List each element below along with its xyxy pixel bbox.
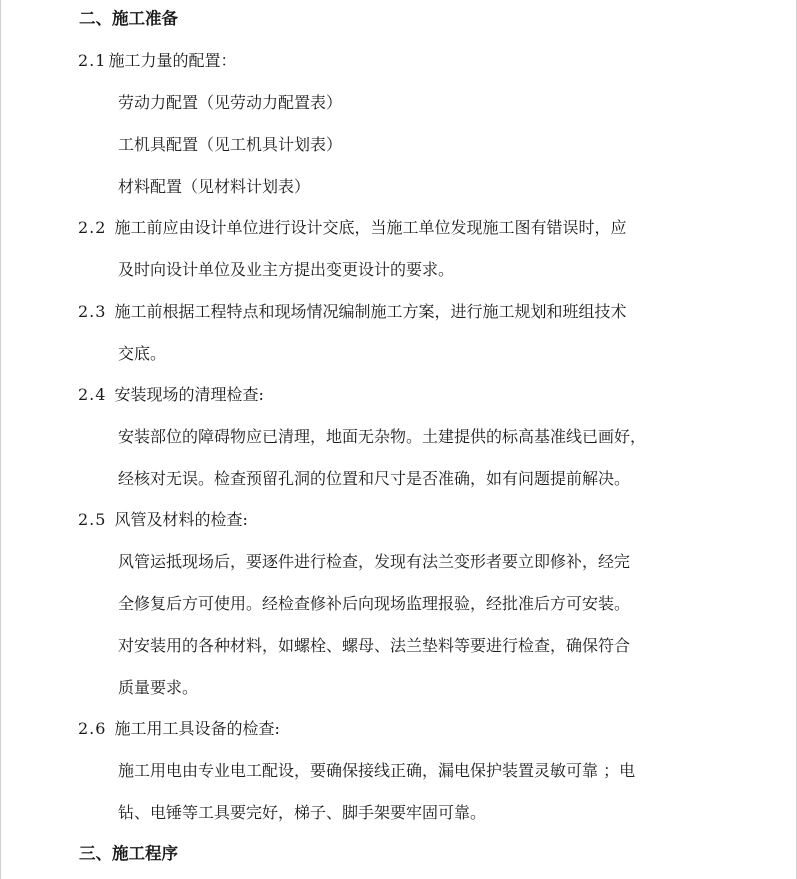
subsection-2-1-heading: [78, 50, 236, 72]
subsection-number: 2.1: [78, 51, 107, 70]
section-heading-3: 三、施工程序: [79, 844, 178, 863]
paragraph-line: 对安装用的各种材料，如螺栓、螺母、法兰垫料等要进行检查，确保符合: [118, 636, 631, 655]
subsection-2-3-paragraph: [78, 301, 626, 323]
paragraph-line: 及时向设计单位及业主方提出变更设计的要求。: [118, 260, 455, 279]
paragraph-line: 材料配置（见材料计划表）: [118, 177, 311, 196]
paragraph-text: 施工前根据工程特点和现场情况编制施工方案，进行施工规划和班组技术: [114, 302, 627, 321]
subsection-title: 施工力量的配置：: [108, 51, 237, 70]
paragraph-line: 钻、电锤等工具要完好，梯子、脚手架要牢固可靠。: [118, 803, 487, 822]
subsection-2-4-heading: [78, 384, 264, 406]
subsection-number: 2.3: [78, 302, 107, 321]
subsection-title: 施工用工具设备的检查:: [114, 719, 280, 738]
subsection-number: 2.4: [78, 385, 107, 404]
paragraph-text: 施工前应由设计单位进行设计交底，当施工单位发现施工图有错误时，应: [114, 218, 627, 237]
subsection-number: 2.6: [78, 719, 107, 738]
paragraph-line: 劳动力配置（见劳动力配置表）: [118, 93, 343, 112]
paragraph-line: 工机具配置（见工机具计划表）: [118, 135, 343, 154]
subsection-title: 安装现场的清理检查:: [114, 385, 264, 404]
subsection-2-2-paragraph: [78, 217, 626, 239]
paragraph-line: 风管运抵现场后，要逐件进行检查，发现有法兰变形者要立即修补，经完: [118, 552, 631, 571]
subsection-2-5-heading: [78, 509, 248, 531]
subsection-title: 风管及材料的检查:: [114, 510, 248, 529]
subsection-number: 2.5: [78, 510, 107, 529]
paragraph-line: 施工用电由专业电工配设，要确保接线正确，漏电保护装置灵敏可靠 ；电: [118, 761, 636, 780]
paragraph-line: 质量要求。: [118, 678, 199, 697]
paragraph-line: 安装部位的障碍物应已清理，地面无杂物。土建提供的标高基准线已画好，: [118, 427, 647, 446]
paragraph-line: 经核对无误。检查预留孔洞的位置和尺寸是否准确，如有问题提前解决。: [118, 469, 631, 488]
subsection-2-6-heading: [78, 718, 280, 740]
paragraph-line: 全修复后方可使用。经检查修补后向现场监理报验，经批准后方可安装。: [118, 594, 631, 613]
section-heading-2: 二、施工准备: [79, 9, 178, 28]
subsection-number: 2.2: [78, 218, 107, 237]
paragraph-line: 交底。: [118, 344, 167, 363]
